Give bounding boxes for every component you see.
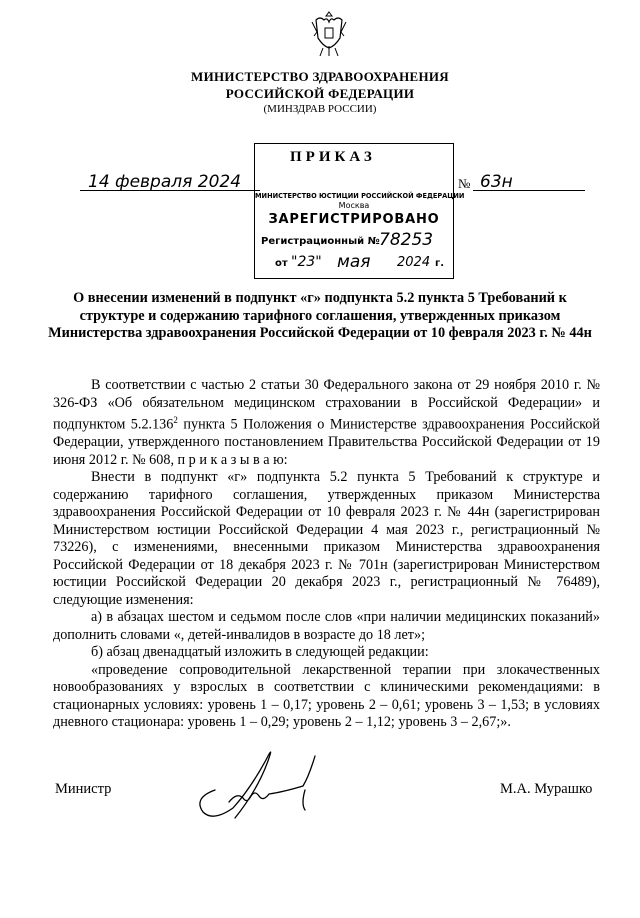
document-body — [53, 377, 600, 732]
stamp-from-label: от — [275, 258, 288, 269]
number-label: № — [458, 176, 471, 191]
stamp-ministry: МИНИСТЕРСТВО ЮСТИЦИИ РОССИЙСКОЙ ФЕДЕРАЦИИ — [255, 192, 465, 200]
date-underline — [80, 190, 260, 191]
ministry-name-line1: МИНИСТЕРСТВО ЗДРАВООХРАНЕНИЯ — [191, 69, 449, 84]
stamp-registered: ЗАРЕГИСТРИРОВАНО — [268, 212, 440, 227]
paragraph-new-text: «проведение сопроводительной лекарственной терапии при злокачественных новообразованиях у взрослых в соответствии с клиническими рекомендациями: в стационарных условиях: уровень 1 – 0,17; уровень 2 – 0,61; уровень 3 – 1,53; в условиях дневного стационара: уровень 1 – 0,29; уровень 2 – 1,12; уровень 3 – 2,67;». — [53, 661, 600, 731]
signer-position: Министр — [55, 781, 112, 797]
stamp-reg-year: 2024 — [397, 255, 431, 270]
paragraph-item-b: б) абзац двенадцатый изложить в следующей редакции: — [91, 644, 429, 661]
paragraph-amendment: Внести в подпункт «г» подпункта 5.2 пункта 5 Требований к структуре и содержанию тарифного соглашения, утвержденных приказом Министерства здравоохранения Российской Федерации от 10 февраля 2023 г. № 44н (зарегистрирован Министерством юстиции Российской Федерации 4 мая 2023 г., регистрационный № 73226), с изменениями, внесенными приказом Министерства здравоохранения Российской Федерации от 18 декабря 2023 г. № 701н (зарегистрирован Министерством юстиции Российской Федерации 20 декабря 2023 г., регистрационный № 76489), следующие изменения: — [53, 469, 600, 608]
stamp-reg-label: Регистрационный № — [261, 236, 380, 247]
registration-stamp — [254, 143, 465, 279]
coat-of-arms-icon — [308, 8, 350, 60]
ministry-abbreviation: (МИНЗДРАВ РОССИИ) — [263, 103, 377, 115]
document-type: ПРИКАЗ — [290, 149, 376, 165]
footnote-superscript: 2 — [173, 415, 178, 425]
paragraph-basis — [53, 377, 600, 469]
paragraph-item-a: а) в абзацах шестом и седьмом после слов «при наличии медицинских показаний» дополнить словами «, детей-инвалидов в возрасте до 18 лет»; — [53, 609, 600, 643]
paragraph-basis-start: В соответствии с частью 2 статьи 30 Федерального закона от 29 ноября 2010 г. № 326-ФЗ «Об обязательном медицинском страховании в Российской Федерации» и подпунктом 5.2.136 — [53, 377, 600, 433]
order-date: 14 февраля 2024 — [88, 172, 242, 192]
stamp-year-suffix: г. — [435, 258, 445, 269]
ministry-name-line2: РОССИЙСКОЙ ФЕДЕРАЦИИ — [225, 86, 415, 101]
number-underline — [473, 190, 585, 191]
order-number: 63н — [480, 172, 513, 192]
document-title: О внесении изменений в подпункт «г» подпункта 5.2 пункта 5 Требований к структуре и содержанию тарифного соглашения, утвержденных приказом Министерства здравоохранения Российской Федерации от 10 февраля 2023 г. № 44н — [48, 290, 592, 341]
signer-name: М.А. Мурашко — [500, 781, 593, 797]
stamp-reg-day: "23" — [291, 254, 322, 270]
paragraph-basis-end: пункта 5 Положения о Министерстве здравоохранения Российской Федерации, утвержденного постановлением Правительства Российской Федерации от 19 июня 2012 г. № 608, п р и к а з ы в а ю: — [53, 416, 600, 468]
stamp-reg-month: мая — [337, 252, 371, 272]
stamp-reg-number: 78253 — [379, 230, 434, 250]
stamp-city: Москва — [338, 201, 370, 210]
signature-icon — [185, 730, 335, 825]
